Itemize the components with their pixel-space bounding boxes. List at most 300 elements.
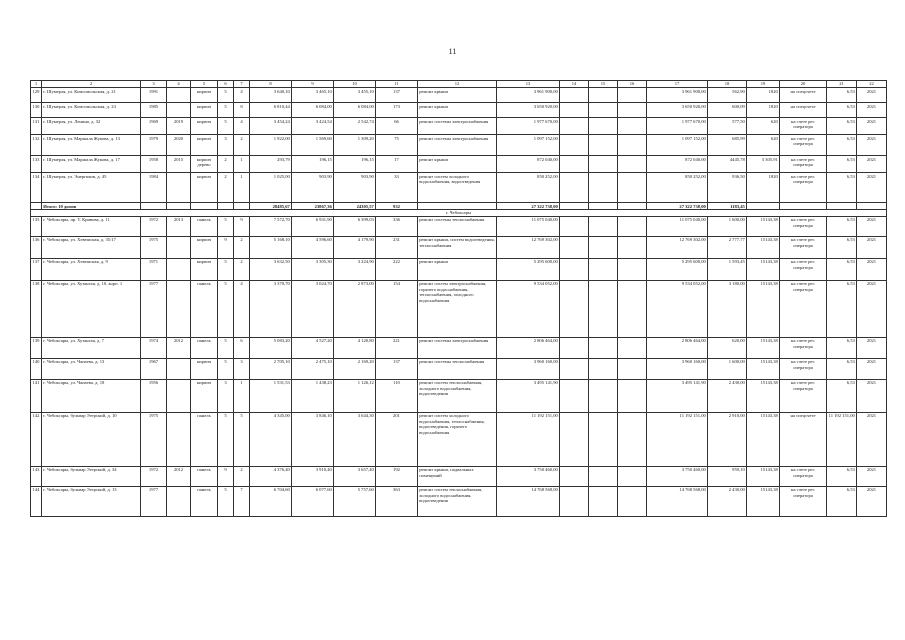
- cell-a3: 1 309,20: [334, 135, 376, 156]
- cell-y2: [167, 103, 191, 118]
- cell-res: 110: [376, 379, 418, 412]
- cell-c19: 15143,38: [747, 216, 780, 236]
- cell-empty: [560, 103, 589, 118]
- table-row: [31, 379, 887, 412]
- table-row: [31, 156, 887, 173]
- cell-a3: 4 120,80: [334, 337, 376, 358]
- cell-empty: [560, 135, 589, 156]
- cell-a3: 5 757,60: [334, 486, 376, 516]
- cell-n: 130: [31, 103, 42, 118]
- cell-mat: кирпич: [191, 173, 218, 203]
- cell-a3: 2 169,20: [334, 358, 376, 379]
- cell-c22: 2021: [857, 358, 887, 379]
- cell-empty: [560, 486, 589, 516]
- cell-fl: 5: [218, 412, 234, 466]
- cell-c17: 9 534 052,00: [647, 280, 708, 337]
- cell-work: ремонт крыши: [418, 258, 497, 280]
- table-row: [31, 337, 887, 358]
- column-number: 5: [191, 81, 218, 88]
- cell-y1: 1985: [141, 103, 167, 118]
- column-number: 15: [589, 81, 618, 88]
- cell-addr: г. Шумерля, ул. Маршала Жукова, д. 17: [42, 156, 141, 173]
- cell-c21: 6,53: [827, 173, 857, 203]
- cell-work: ремонт крыши, подвальных помещений: [418, 466, 497, 486]
- cell-a2: 6 084,00: [292, 103, 334, 118]
- cell-c18: 2 910,00: [708, 412, 747, 466]
- cell-c22: 2021: [857, 337, 887, 358]
- cell-mat: кирпич: [191, 118, 218, 135]
- cell-a2: 3 465,10: [292, 88, 334, 103]
- cell-en: 8: [234, 103, 250, 118]
- cell-y1: 1971: [141, 258, 167, 280]
- cell-empty: [589, 156, 618, 173]
- cell-work: ремонт крыши: [418, 103, 497, 118]
- cell-c20: на счете рег. оператора: [780, 466, 827, 486]
- cell-empty: [589, 216, 618, 236]
- cell-empty: [618, 258, 647, 280]
- cell-c17: 11 192 151,00: [647, 412, 708, 466]
- cell-res: 222: [376, 258, 418, 280]
- cell-work: ремонт систем теплоснабжения, холодного водоснабжения, водоотведения: [418, 379, 497, 412]
- cell-c17: 5 295 600,00: [647, 258, 708, 280]
- cell-c18: 3 180,00: [708, 280, 747, 337]
- cheboksary-rows: [31, 216, 887, 516]
- cell-mat: кирпич: [191, 236, 218, 258]
- cell-sum: 3 961 900,00: [497, 88, 560, 103]
- cell-en: 2: [234, 258, 250, 280]
- column-number: 14: [560, 81, 589, 88]
- cell-a2: 3 024,70: [292, 280, 334, 337]
- cell-y1: 1958: [141, 156, 167, 173]
- table-row: [31, 135, 887, 156]
- cell-y2: [167, 236, 191, 258]
- cell-n: 141: [31, 379, 42, 412]
- cell-a1: 4 345,00: [250, 412, 292, 466]
- cell-empty: [560, 88, 589, 103]
- cell-a3: 2 542,74: [334, 118, 376, 135]
- cell-empty: [560, 118, 589, 135]
- cell-c20: на счете рег. оператора: [780, 118, 827, 135]
- cell-y2: [167, 258, 191, 280]
- total-residents: 932: [376, 203, 418, 210]
- cell-sum: 850 252,00: [497, 173, 560, 203]
- total-sum-17: 27 322 738,00: [647, 203, 708, 210]
- cell-a2: 1 438,23: [292, 379, 334, 412]
- cell-c21: 6,53: [827, 88, 857, 103]
- cell-c17: 3 495 141,90: [647, 379, 708, 412]
- housing-register-table: [30, 80, 887, 517]
- total-area-2: 23867,36: [292, 203, 334, 210]
- column-number: 18: [708, 81, 747, 88]
- cell-c17: 850 252,00: [647, 173, 708, 203]
- cell-empty: [618, 135, 647, 156]
- cell-work: ремонт системы электроснабжения: [418, 118, 497, 135]
- cell-c17: 2 806 464,00: [647, 337, 708, 358]
- cell-addr: г. Чебоксары, бульвар Эгерский, д. 13: [42, 486, 141, 516]
- cell-a1: 3 632,50: [250, 258, 292, 280]
- cell-a1: 3 640,10: [250, 88, 292, 103]
- cell-n: 137: [31, 258, 42, 280]
- cell-c19: 15143,38: [747, 358, 780, 379]
- page-number: 11: [448, 47, 457, 56]
- column-number: 10: [334, 81, 376, 88]
- cell-c19: 15143,38: [747, 486, 780, 516]
- cell-en: 1: [234, 173, 250, 203]
- cell-empty: [618, 216, 647, 236]
- cell-y2: 2012: [167, 466, 191, 486]
- cell-a1: 4 376,40: [250, 466, 292, 486]
- cell-empty: [618, 358, 647, 379]
- table-row: [31, 173, 887, 203]
- city-label: г. Чебоксары: [31, 210, 887, 216]
- cell-fl: 5: [218, 280, 234, 337]
- cell-empty: [618, 156, 647, 173]
- cell-sum: 5 295 600,00: [497, 258, 560, 280]
- total-area-3: 24305,57: [334, 203, 376, 210]
- cell-c19: 15143,38: [747, 236, 780, 258]
- cell-en: 1: [234, 156, 250, 173]
- table-row: [31, 118, 887, 135]
- cell-c17: 3 750 460,00: [647, 466, 708, 486]
- table-row: [31, 258, 887, 280]
- table-row: [31, 358, 887, 379]
- cell-c21: 6,53: [827, 337, 857, 358]
- cell-y2: [167, 379, 191, 412]
- cell-c17: 1 977 670,00: [647, 118, 708, 135]
- cell-c22: 2021: [857, 258, 887, 280]
- cell-empty: [618, 280, 647, 337]
- column-number: 12: [418, 81, 497, 88]
- cell-c18: 2 430,00: [708, 379, 747, 412]
- cell-c17: 3 961 900,00: [647, 88, 708, 103]
- cell-c19: 15143,38: [747, 379, 780, 412]
- cell-addr: г. Шумерля, ул. Маршала Жукова, д. 13: [42, 135, 141, 156]
- cell-c20: на счете рег. оператора: [780, 258, 827, 280]
- cell-c20: на спецсчете: [780, 103, 827, 118]
- cell-a3: 3 224,90: [334, 258, 376, 280]
- cell-c18: 2 430,00: [708, 486, 747, 516]
- cell-y1: 1991: [141, 88, 167, 103]
- cell-c21: 6,53: [827, 236, 857, 258]
- cell-empty: [560, 258, 589, 280]
- column-number: 22: [857, 81, 887, 88]
- cell-addr: г. Чебоксары, пр. Т. Кривова, д. 11: [42, 216, 141, 236]
- cell-c19: 3 305,91: [747, 156, 780, 173]
- cell-n: 132: [31, 135, 42, 156]
- cell-mat: панель: [191, 412, 218, 466]
- cell-empty: [589, 466, 618, 486]
- cell-a1: 3 454,24: [250, 118, 292, 135]
- cell-addr: г. Чебоксары, ул. Хузангая, д. 7: [42, 337, 141, 358]
- cell-empty: [618, 88, 647, 103]
- cell-fl: 2: [218, 173, 234, 203]
- cell-empty: [618, 412, 647, 466]
- cell-c21: 6,53: [827, 379, 857, 412]
- cell-empty: [618, 337, 647, 358]
- cell-c21: 6,53: [827, 258, 857, 280]
- cell-empty: [589, 236, 618, 258]
- cell-res: 75: [376, 135, 418, 156]
- cell-addr: г. Шумерля, ул. Комсомольская, д. 21: [42, 88, 141, 103]
- cell-work: ремонт систем холодного водоснабжения, водоотведения: [418, 173, 497, 203]
- cell-c20: на счете рег. оператора: [780, 216, 827, 236]
- cell-fl: 9: [218, 236, 234, 258]
- cell-a1: 6 810,44: [250, 103, 292, 118]
- cell-y1: 1956: [141, 379, 167, 412]
- cell-c22: 2021: [857, 118, 887, 135]
- cell-a1: 3 370,70: [250, 280, 292, 337]
- cell-empty: [589, 337, 618, 358]
- cell-a1: 293,79: [250, 156, 292, 173]
- cell-c18: 620,00: [708, 337, 747, 358]
- cell-sum: 14 768 568,00: [497, 486, 560, 516]
- cell-c18: 1 593,45: [708, 258, 747, 280]
- cell-empty: [560, 337, 589, 358]
- cell-y1: 1977: [141, 280, 167, 337]
- cell-c22: 2021: [857, 280, 887, 337]
- cell-c22: 2021: [857, 103, 887, 118]
- column-number: 6: [218, 81, 234, 88]
- cell-y1: 1975: [141, 412, 167, 466]
- cell-fl: 9: [218, 466, 234, 486]
- table-row: [31, 486, 887, 516]
- cell-empty: [589, 103, 618, 118]
- cell-sum: 1 097 152,00: [497, 135, 560, 156]
- cell-work: ремонт системы электроснабжения: [418, 337, 497, 358]
- cell-en: 3: [234, 358, 250, 379]
- cell-c17: 11 075 040,00: [647, 216, 708, 236]
- cell-empty: [618, 486, 647, 516]
- cell-c20: на счете рег. оператора: [780, 173, 827, 203]
- cell-addr: г. Шумерля, ул. Ленина, д. 32: [42, 118, 141, 135]
- table-row: [31, 280, 887, 337]
- cell-c21: 6,53: [827, 156, 857, 173]
- cell-empty: [618, 466, 647, 486]
- cell-a3: 196,15: [334, 156, 376, 173]
- cell-n: 134: [31, 173, 42, 203]
- cell-fl: 5: [218, 88, 234, 103]
- cell-en: 2: [234, 135, 250, 156]
- column-number-row: [31, 81, 887, 88]
- cell-c20: на счете рег. оператора: [780, 358, 827, 379]
- cell-empty: [560, 379, 589, 412]
- cell-empty: [589, 486, 618, 516]
- cell-a2: 4 596,60: [292, 236, 334, 258]
- cell-a2: 6 931,90: [292, 216, 334, 236]
- cell-work: ремонт систем теплоснабжения, холодного водоснабжения, водоотведения: [418, 486, 497, 516]
- total-cost-sqm: 1183,45: [708, 203, 747, 210]
- cell-work: ремонт систем холодного водоснабжения, теплоснабжения, водоотведения, горячего водоснабжения: [418, 412, 497, 466]
- cell-y2: [167, 280, 191, 337]
- cell-y1: 1975: [141, 236, 167, 258]
- cell-c19: 620: [747, 118, 780, 135]
- cell-work: ремонт крыши: [418, 156, 497, 173]
- cell-empty: [618, 236, 647, 258]
- cell-a1: 5 083,20: [250, 337, 292, 358]
- cell-a2: 3 305,30: [292, 258, 334, 280]
- cell-c19: 1820: [747, 173, 780, 203]
- cell-c22: 2021: [857, 412, 887, 466]
- column-number: 16: [618, 81, 647, 88]
- cell-a2: 3 424,54: [292, 118, 334, 135]
- cell-y1: 1967: [141, 358, 167, 379]
- cell-y1: 1979: [141, 135, 167, 156]
- cell-res: 192: [376, 466, 418, 486]
- cell-c20: на счете рег. оператора: [780, 156, 827, 173]
- cell-sum: 3 650 920,00: [497, 103, 560, 118]
- cell-res: 201: [376, 412, 418, 466]
- cell-empty: [589, 358, 618, 379]
- cell-empty: [560, 358, 589, 379]
- cell-a3: 3 657,40: [334, 466, 376, 486]
- cell-mat: панель: [191, 280, 218, 337]
- cell-fl: 5: [218, 486, 234, 516]
- cell-mat: кирпич: [191, 258, 218, 280]
- cell-y2: 2015: [167, 156, 191, 173]
- cell-mat: панель: [191, 466, 218, 486]
- cell-c22: 2021: [857, 379, 887, 412]
- cell-a1: 7 572,70: [250, 216, 292, 236]
- cell-res: 363: [376, 486, 418, 516]
- total-area-1: 28485,67: [250, 203, 292, 210]
- cell-res: 154: [376, 280, 418, 337]
- cell-c18: 685,99: [708, 135, 747, 156]
- column-number: 17: [647, 81, 708, 88]
- cell-mat: кирпич: [191, 103, 218, 118]
- cell-a3: 3 455,10: [334, 88, 376, 103]
- cell-empty: [589, 412, 618, 466]
- cell-addr: г. Шумерля, ул. Комсомольская, д. 23: [42, 103, 141, 118]
- cell-res: 231: [376, 236, 418, 258]
- cell-n: 139: [31, 337, 42, 358]
- cell-mat: панель: [191, 216, 218, 236]
- column-number: 9: [292, 81, 334, 88]
- cell-c17: 3 650 920,00: [647, 103, 708, 118]
- cell-c19: 15143,38: [747, 466, 780, 486]
- cell-y2: [167, 486, 191, 516]
- cell-c19: 1820: [747, 103, 780, 118]
- column-number: 1: [31, 81, 42, 88]
- cell-y1: 1984: [141, 173, 167, 203]
- cell-c22: 2021: [857, 466, 887, 486]
- cell-a3: 6 399,03: [334, 216, 376, 236]
- cell-c17: 12 769 302,00: [647, 236, 708, 258]
- cell-sum: 12 769 302,00: [497, 236, 560, 258]
- cell-a1: 6 704,60: [250, 486, 292, 516]
- cell-a3: 3 644,30: [334, 412, 376, 466]
- cell-y1: 1977: [141, 486, 167, 516]
- cell-c17: 1 097 152,00: [647, 135, 708, 156]
- cell-addr: г. Чебоксары, ул. Хузангая, д. 10, корп. 1: [42, 280, 141, 337]
- cell-en: 2: [234, 236, 250, 258]
- cell-y2: [167, 173, 191, 203]
- cell-y1: 1972: [141, 466, 167, 486]
- cell-a2: 903,90: [292, 173, 334, 203]
- cell-c18: 577,50: [708, 118, 747, 135]
- cell-c18: 4445,78: [708, 156, 747, 173]
- cell-c21: 6,53: [827, 103, 857, 118]
- cell-empty: [589, 258, 618, 280]
- column-number: 3: [141, 81, 167, 88]
- cell-a2: 6 077,60: [292, 486, 334, 516]
- column-number: 20: [780, 81, 827, 88]
- table-row: [31, 88, 887, 103]
- cell-n: 133: [31, 156, 42, 173]
- cell-res: 137: [376, 358, 418, 379]
- cell-fl: 3: [218, 135, 234, 156]
- cell-n: 143: [31, 466, 42, 486]
- cell-fl: 5: [218, 358, 234, 379]
- cell-a3: 1 126,12: [334, 379, 376, 412]
- cell-mat: кирпич: [191, 135, 218, 156]
- cell-c17: 872 040,00: [647, 156, 708, 173]
- cell-c22: 2021: [857, 135, 887, 156]
- cell-c22: 2021: [857, 236, 887, 258]
- cell-res: 137: [376, 88, 418, 103]
- column-number: 13: [497, 81, 560, 88]
- cell-c20: на счете рег. оператора: [780, 486, 827, 516]
- cell-work: ремонт крыши, систем водоотведения, теплоснабжения: [418, 236, 497, 258]
- cell-res: 66: [376, 118, 418, 135]
- cell-c22: 2021: [857, 156, 887, 173]
- cell-y2: [167, 358, 191, 379]
- cell-en: 4: [234, 118, 250, 135]
- column-number: 11: [376, 81, 418, 88]
- cell-empty: [589, 135, 618, 156]
- cell-c21: 6,53: [827, 280, 857, 337]
- cell-a1: 5 168,10: [250, 236, 292, 258]
- cell-mat: кирпич дерево: [191, 156, 218, 173]
- column-number: 19: [747, 81, 780, 88]
- cell-n: 144: [31, 486, 42, 516]
- cell-y2: 2012: [167, 337, 191, 358]
- cell-c20: на счете рег. оператора: [780, 337, 827, 358]
- cell-c19: 620: [747, 135, 780, 156]
- cell-mat: панель: [191, 337, 218, 358]
- cell-c18: 600,09: [708, 103, 747, 118]
- cell-sum: 2 806 464,00: [497, 337, 560, 358]
- cell-addr: г. Шумерля, ул. Энергиков, д. 45: [42, 173, 141, 203]
- cell-empty: [560, 236, 589, 258]
- cell-work: ремонт системы электроснабжения: [418, 135, 497, 156]
- cell-a3: 903,90: [334, 173, 376, 203]
- cell-empty: [560, 173, 589, 203]
- cell-c20: на счете рег. оператора: [780, 379, 827, 412]
- cell-sum: 3 960 160,00: [497, 358, 560, 379]
- cell-a1: 2 705,10: [250, 358, 292, 379]
- cell-c21: 6,53: [827, 486, 857, 516]
- cell-c17: 3 960 160,00: [647, 358, 708, 379]
- cell-empty: [560, 412, 589, 466]
- cell-y1: 1972: [141, 216, 167, 236]
- table-row: [31, 103, 887, 118]
- cell-empty: [618, 103, 647, 118]
- cell-y2: [167, 88, 191, 103]
- cell-res: 33: [376, 173, 418, 203]
- cell-res: 336: [376, 216, 418, 236]
- cell-a2: 1 569,60: [292, 135, 334, 156]
- cell-a1: 1 531,53: [250, 379, 292, 412]
- cell-a1: 1 025,00: [250, 173, 292, 203]
- cell-c22: 2021: [857, 88, 887, 103]
- cell-a3: 2 873,00: [334, 280, 376, 337]
- cell-res: 173: [376, 103, 418, 118]
- cell-addr: г. Чебоксары, ул. Чапаева, д. 13: [42, 358, 141, 379]
- cell-empty: [589, 379, 618, 412]
- total-sum: 27 322 738,00: [497, 203, 560, 210]
- cell-empty: [560, 466, 589, 486]
- cell-n: 142: [31, 412, 42, 466]
